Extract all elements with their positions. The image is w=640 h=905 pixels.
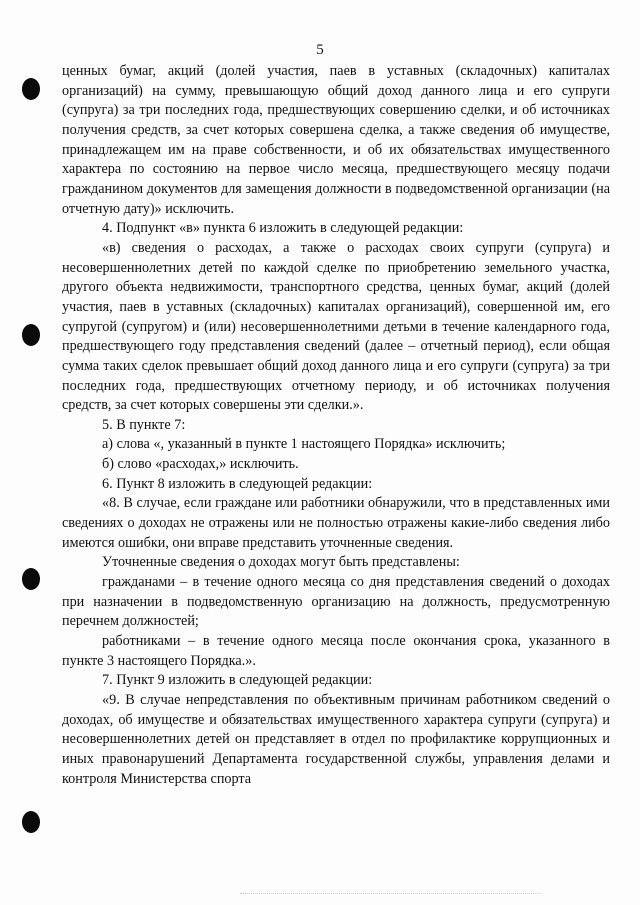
paragraph-item-5a: а) слова «, указанный в пункте 1 настоящего Порядка» исключить; <box>102 436 506 453</box>
paragraph-item-5b: б) слово «расходах,» исключить. <box>102 456 299 473</box>
punch-hole <box>22 324 40 346</box>
paragraph-citizens: гражданами – в течение одного месяца со дня представления сведений о доходах при назначении в подведомственную организацию на должность, предусмотренную перечнем должностей; <box>62 574 610 630</box>
punch-hole <box>22 811 40 833</box>
paragraph-subitem-v: «в) сведения о расходах, а также о расходах своих супруги (супруга) и несовершеннолетних детей по каждой сделке по приобретению земельного участка, другого объекта недвижимости, транспортного средства, ценных бумаг, акций (долей участия, паев в уставных (складочных) капиталах организаций), совершенной им, его супругой (супругом) и (или) несовершеннолетними детьми в течение календарного года, предшествующего году представления сведений (далее – отчетный период), если общая сумма таких сделок превышает общий доход данного лица и его супруги (супруга) за три последних года, предшествующих отчетному периоду, и об источниках получения средств, за счет которых совершены эти сделки.». <box>62 239 610 414</box>
page-number: 5 <box>316 42 324 58</box>
paragraph-clarified-info: Уточненные сведения о доходах могут быть представлены: <box>102 554 460 571</box>
paragraph-item-7: 7. Пункт 9 изложить в следующей редакции: <box>102 672 373 689</box>
paragraph-clause-8: «8. В случае, если граждане или работники обнаружили, что в представленных ими сведениях о доходах не отражены или не полностью отражены какие-либо сведения либо имеются ошибки, они вправе представить уточненные сведения. <box>62 495 610 551</box>
document-body <box>62 62 610 789</box>
paragraph-item-6: 6. Пункт 8 изложить в следующей редакции: <box>102 475 373 492</box>
paragraph-item-5: 5. В пункте 7: <box>102 416 186 433</box>
punch-hole <box>22 78 40 100</box>
paragraph-employees: работниками – в течение одного месяца после окончания срока, указанного в пункте 3 настоящего Порядка.». <box>62 633 610 669</box>
paragraph-clause-9: «9. В случае непредставления по объективным причинам работником сведений о доходах, об имуществе и обязательствах имущественного характера супруги (супруга) и несовершеннолетних детей он представляет в отдел по профилактике коррупционных и иных правонарушений Департамента государственной службы, управления делами и контроля Министерства спорта <box>62 692 610 787</box>
punch-hole <box>22 568 40 590</box>
paragraph-continuation: ценных бумаг, акций (долей участия, паев в уставных (складочных) капиталах организаций) на сумму, превышающую общий доход данного лица и его супруги (супруга) за три последних года, предшествующих совершению сделки, и об источниках получения средств, за счет которых совершена сделка, а также сведения об имуществе, принадлежащем им на праве собственности, и об их обязательствах имущественного характера по состоянию на первое число месяца, предшествующего месяцу подачи гражданином документов для замещения должности в подведомственной организации (на отчетную дату)» исключить. <box>62 63 610 217</box>
scan-artifact-dots <box>240 893 540 896</box>
paragraph-item-4: 4. Подпункт «в» пункта 6 изложить в следующей редакции: <box>102 220 464 237</box>
